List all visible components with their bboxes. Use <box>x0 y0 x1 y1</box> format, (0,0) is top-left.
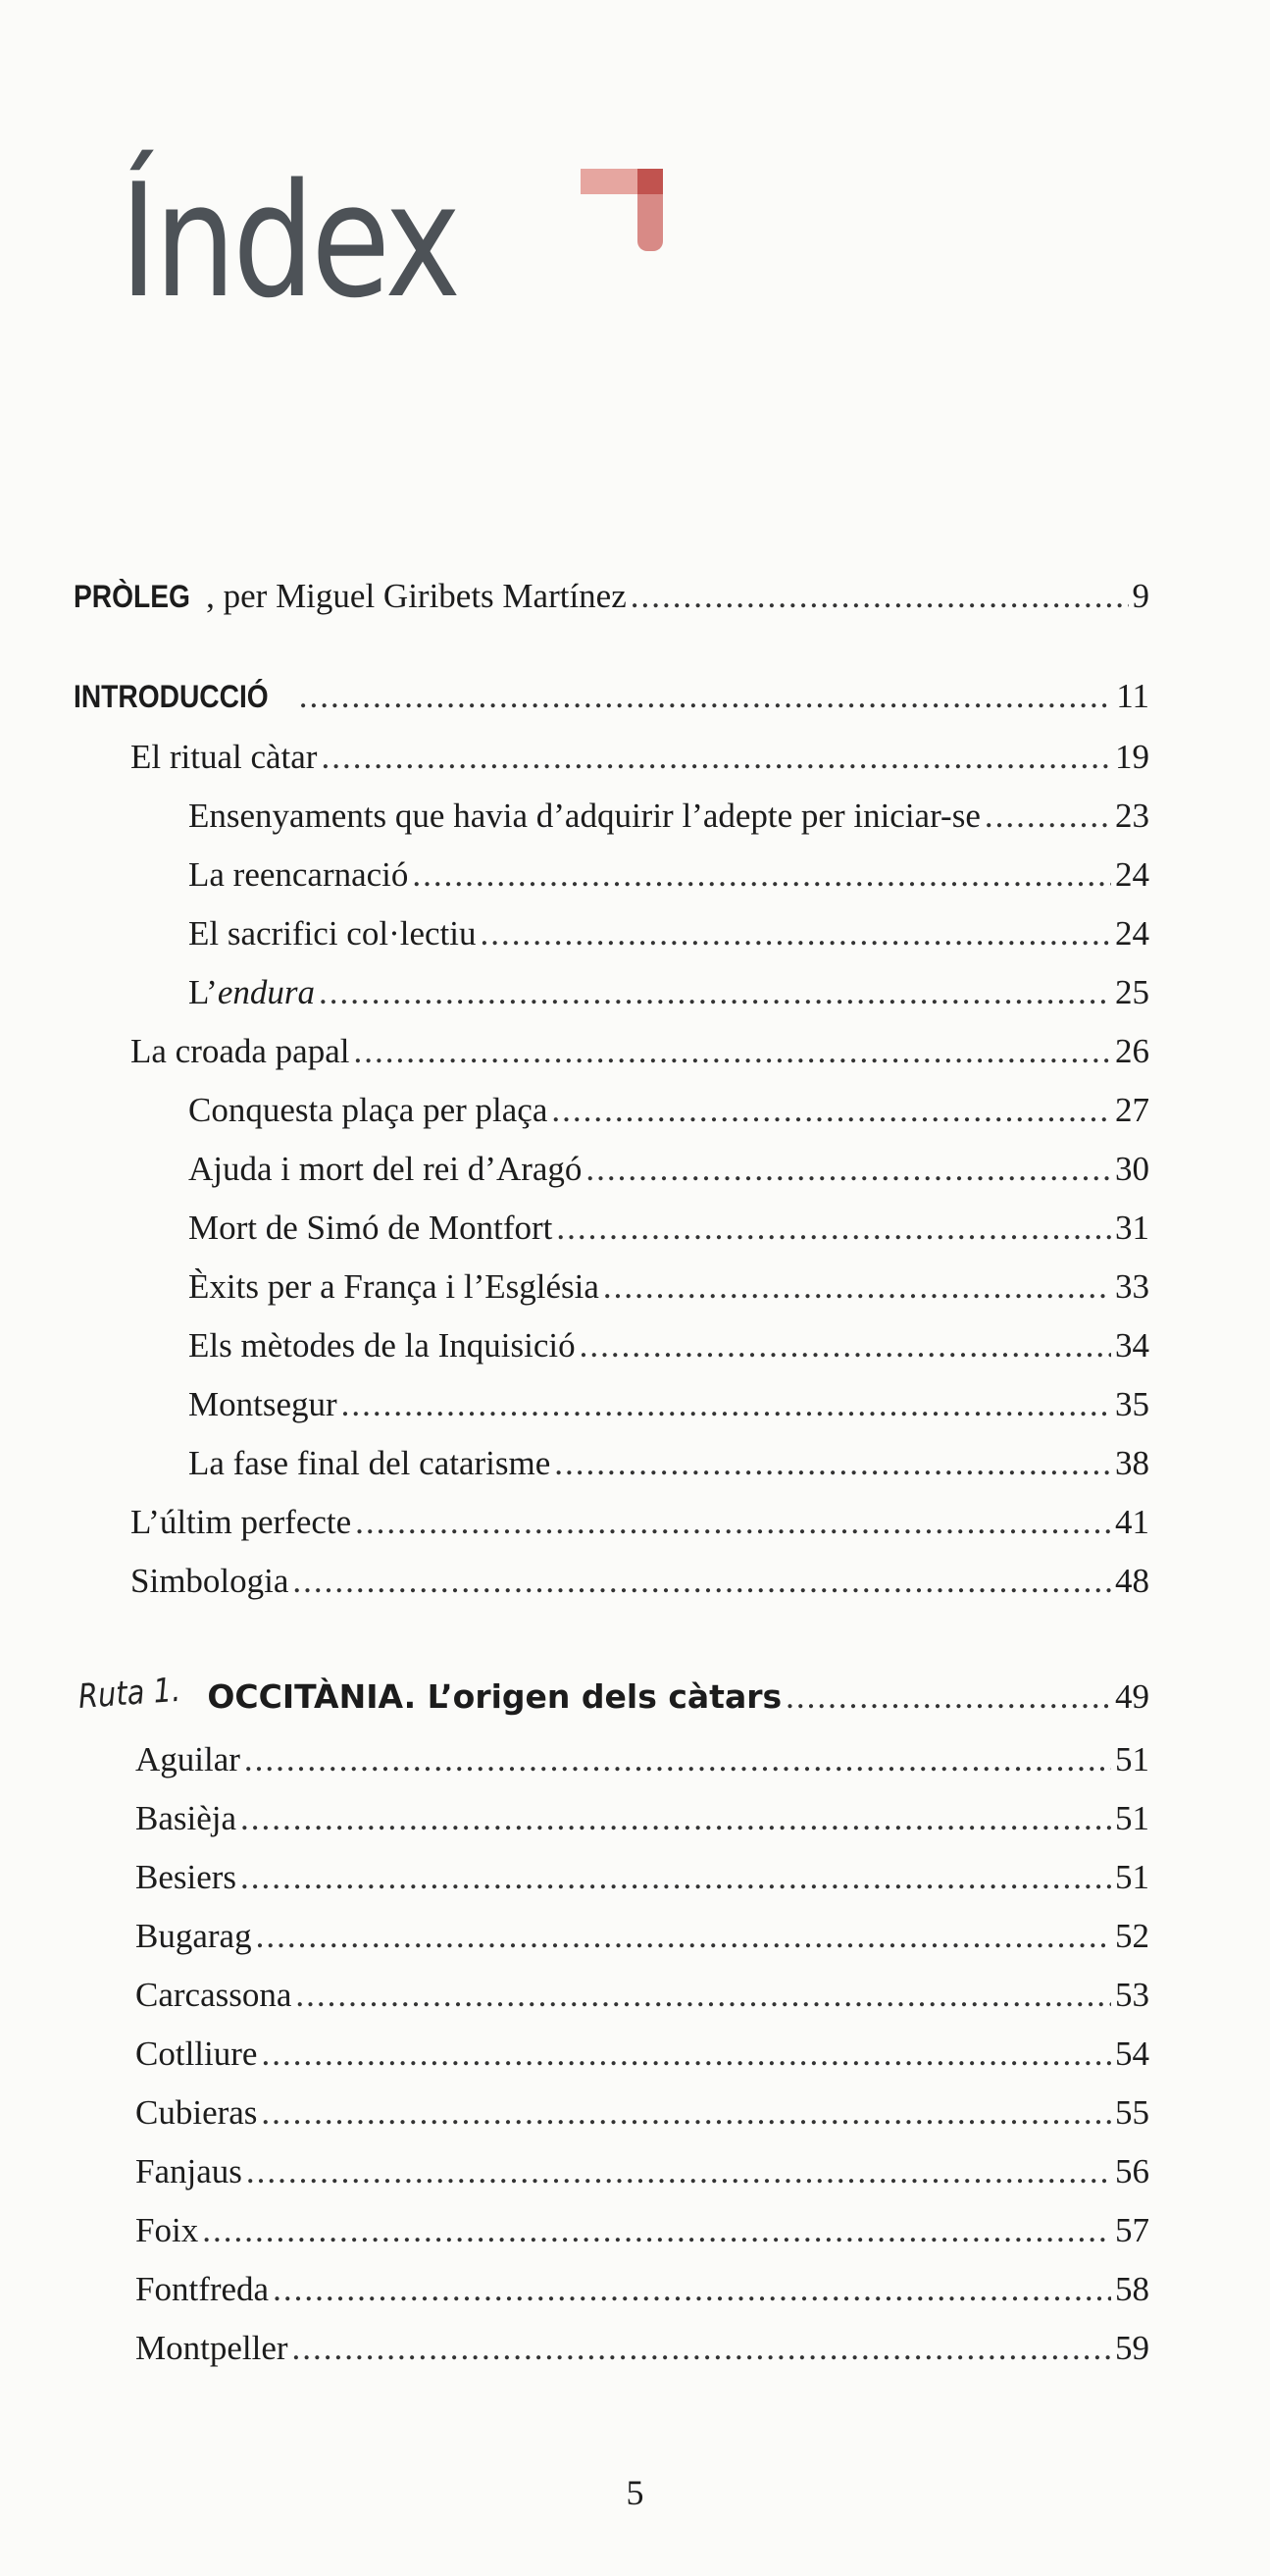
toc-entry[interactable] <box>188 1199 1149 1258</box>
toc-page-number: 24 <box>1115 914 1149 953</box>
toc-entry[interactable] <box>135 2025 1149 2084</box>
toc-entry-label <box>78 1668 782 1726</box>
toc-entry-italic: endura <box>217 973 315 1011</box>
toc-entry-label: La fase final del catarisme <box>188 1444 551 1482</box>
toc-entry-label: Ensenyaments que havia d’adquirir l’adepte per iniciar-se <box>188 797 981 835</box>
toc-page-number: 35 <box>1115 1385 1149 1423</box>
toc-entry-introduccio[interactable] <box>74 667 1149 726</box>
toc-entry-label: Simbologia <box>130 1562 289 1600</box>
dot-leader <box>295 1966 1111 2025</box>
dot-leader <box>202 2201 1111 2260</box>
toc-page-number: 33 <box>1115 1267 1149 1306</box>
toc-entry-label: Montsegur <box>188 1385 337 1423</box>
toc-page-number: 51 <box>1115 1799 1149 1837</box>
toc-page-number: 34 <box>1115 1326 1149 1365</box>
toc-page-number: 41 <box>1115 1503 1149 1541</box>
dot-leader <box>292 2319 1111 2378</box>
dot-leader <box>556 1199 1111 1258</box>
toc-entry[interactable] <box>135 2319 1149 2378</box>
toc-page-number: 51 <box>1115 1858 1149 1896</box>
toc-entry-label: Cotlliure <box>135 2035 258 2073</box>
dot-leader <box>412 846 1111 904</box>
toc-entry[interactable] <box>188 1140 1149 1199</box>
dot-leader <box>240 1848 1111 1907</box>
toc-entry-label: L’últim perfecte <box>130 1503 352 1541</box>
toc-entry[interactable] <box>188 1081 1149 1140</box>
dot-leader <box>273 2260 1111 2319</box>
toc-page-number: 59 <box>1115 2329 1149 2367</box>
toc-entry[interactable] <box>188 846 1149 904</box>
toc-entry[interactable] <box>135 1966 1149 2025</box>
toc-section-heading: INTRODUCCIÓ <box>74 679 269 714</box>
toc-entry-label: Bugarag <box>135 1917 252 1955</box>
toc-entry-label: El sacrifici col·lectiu <box>188 914 477 953</box>
toc-page-number: 38 <box>1115 1444 1149 1482</box>
toc-entry[interactable] <box>130 1022 1149 1081</box>
dot-leader <box>341 1375 1111 1434</box>
toc-page-number: 51 <box>1115 1740 1149 1778</box>
toc-entry[interactable] <box>188 1434 1149 1493</box>
toc-page-number: 53 <box>1115 1976 1149 2014</box>
toc-entry[interactable] <box>188 1375 1149 1434</box>
toc-page-number: 55 <box>1115 2093 1149 2132</box>
toc-page-number: 31 <box>1115 1209 1149 1247</box>
toc-section-heading: PRÒLEG <box>74 579 190 614</box>
toc-entry-label: Cubieras <box>135 2093 258 2132</box>
toc-page-number: 54 <box>1115 2035 1149 2073</box>
toc-page-number: 56 <box>1115 2152 1149 2190</box>
toc-entry-label: La croada papal <box>130 1032 350 1070</box>
dot-leader <box>353 1022 1111 1081</box>
toc-entry[interactable] <box>135 1907 1149 1966</box>
toc-entry-label: Foix <box>135 2211 199 2249</box>
toc-page-number: 30 <box>1115 1150 1149 1188</box>
toc-entry-label: Ajuda i mort del rei d’Aragó <box>188 1150 583 1188</box>
toc-entry-label: Èxits per a França i l’Església <box>188 1267 599 1306</box>
toc-entry-prefix: L’ <box>188 973 218 1011</box>
dot-leader <box>985 787 1111 846</box>
dot-leader <box>355 1493 1111 1552</box>
page-number: 5 <box>626 2473 644 2512</box>
toc-page-number: 11 <box>1116 677 1149 715</box>
dot-leader <box>256 1907 1111 1966</box>
toc-entry-label: Aguilar <box>135 1740 240 1778</box>
toc-entry[interactable] <box>188 1258 1149 1316</box>
toc-entry-label <box>188 963 315 1022</box>
toc-entry-label: Montpeller <box>135 2329 288 2367</box>
toc-entry-author: , per Miguel Giribets Martínez <box>206 577 627 615</box>
toc-entry[interactable] <box>188 904 1149 963</box>
toc-page-number: 49 <box>1115 1677 1149 1716</box>
dot-leader <box>321 728 1111 787</box>
dot-leader <box>244 1730 1111 1789</box>
toc-entry[interactable] <box>130 728 1149 787</box>
toc-entry-label: Basièja <box>135 1799 237 1837</box>
toc-entry-label: Carcassona <box>135 1976 292 2014</box>
dot-leader <box>261 2025 1111 2084</box>
dot-leader <box>299 667 1113 726</box>
toc-entry-label: Mort de Simó de Montfort <box>188 1209 553 1247</box>
dot-leader <box>585 1140 1111 1199</box>
toc-entry-label: El ritual càtar <box>130 738 318 776</box>
toc-page-number: 48 <box>1115 1562 1149 1600</box>
toc-entry[interactable] <box>135 2260 1149 2319</box>
dot-leader <box>261 2084 1111 2142</box>
toc-page-number: 57 <box>1115 2211 1149 2249</box>
toc-entry[interactable] <box>135 2142 1149 2201</box>
toc-entry[interactable] <box>188 1316 1149 1375</box>
toc-entry-label: Els mètodes de la Inquisició <box>188 1326 576 1365</box>
toc-entry[interactable] <box>135 1730 1149 1789</box>
dot-leader <box>551 1081 1111 1140</box>
toc-page-number: 9 <box>1132 577 1149 615</box>
toc-entry[interactable] <box>188 787 1149 846</box>
toc-entry-label <box>74 567 627 626</box>
toc-page-number: 23 <box>1115 797 1149 835</box>
toc-entry[interactable] <box>135 1789 1149 1848</box>
toc-entry-label: Conquesta plaça per plaça <box>188 1091 548 1129</box>
dot-leader <box>786 1668 1111 1726</box>
dot-leader <box>631 567 1129 626</box>
toc-page-number: 26 <box>1115 1032 1149 1070</box>
toc-page-number: 19 <box>1115 738 1149 776</box>
corner-mark-decoration <box>581 169 663 251</box>
toc-entry-label: Besiers <box>135 1858 237 1896</box>
dot-leader <box>603 1258 1111 1316</box>
dot-leader <box>240 1789 1111 1848</box>
toc-entry[interactable] <box>135 2201 1149 2260</box>
dot-leader <box>319 963 1111 1022</box>
dot-leader <box>554 1434 1111 1493</box>
page-title: Índex <box>120 149 458 333</box>
toc-entry-label: La reencarnació <box>188 855 409 894</box>
toc-page-number: 27 <box>1115 1091 1149 1129</box>
toc-page-number: 58 <box>1115 2270 1149 2308</box>
toc-section-heading: OCCITÀNIA. L’origen dels càtars <box>207 1677 783 1716</box>
toc-entry[interactable] <box>130 1552 1149 1611</box>
toc-entry-label: Fanjaus <box>135 2152 242 2190</box>
toc-entry-proleg[interactable] <box>74 567 1149 626</box>
toc-entry-label <box>74 667 295 726</box>
toc-entry[interactable] <box>135 2084 1149 2142</box>
toc-entry-ruta-1[interactable] <box>78 1668 1149 1726</box>
toc-entry[interactable] <box>135 1848 1149 1907</box>
dot-leader <box>292 1552 1111 1611</box>
toc-entry[interactable] <box>130 1493 1149 1552</box>
dot-leader <box>580 1316 1111 1375</box>
dot-leader <box>246 2142 1111 2201</box>
toc-page-number: 24 <box>1115 855 1149 894</box>
toc-entry[interactable] <box>188 963 1149 1022</box>
toc-page-number: 52 <box>1115 1917 1149 1955</box>
toc-entry-label: Fontfreda <box>135 2270 270 2308</box>
dot-leader <box>480 904 1111 963</box>
ruta-prefix: Ruta 1. <box>76 1670 182 1717</box>
toc-page-number: 25 <box>1115 973 1149 1011</box>
